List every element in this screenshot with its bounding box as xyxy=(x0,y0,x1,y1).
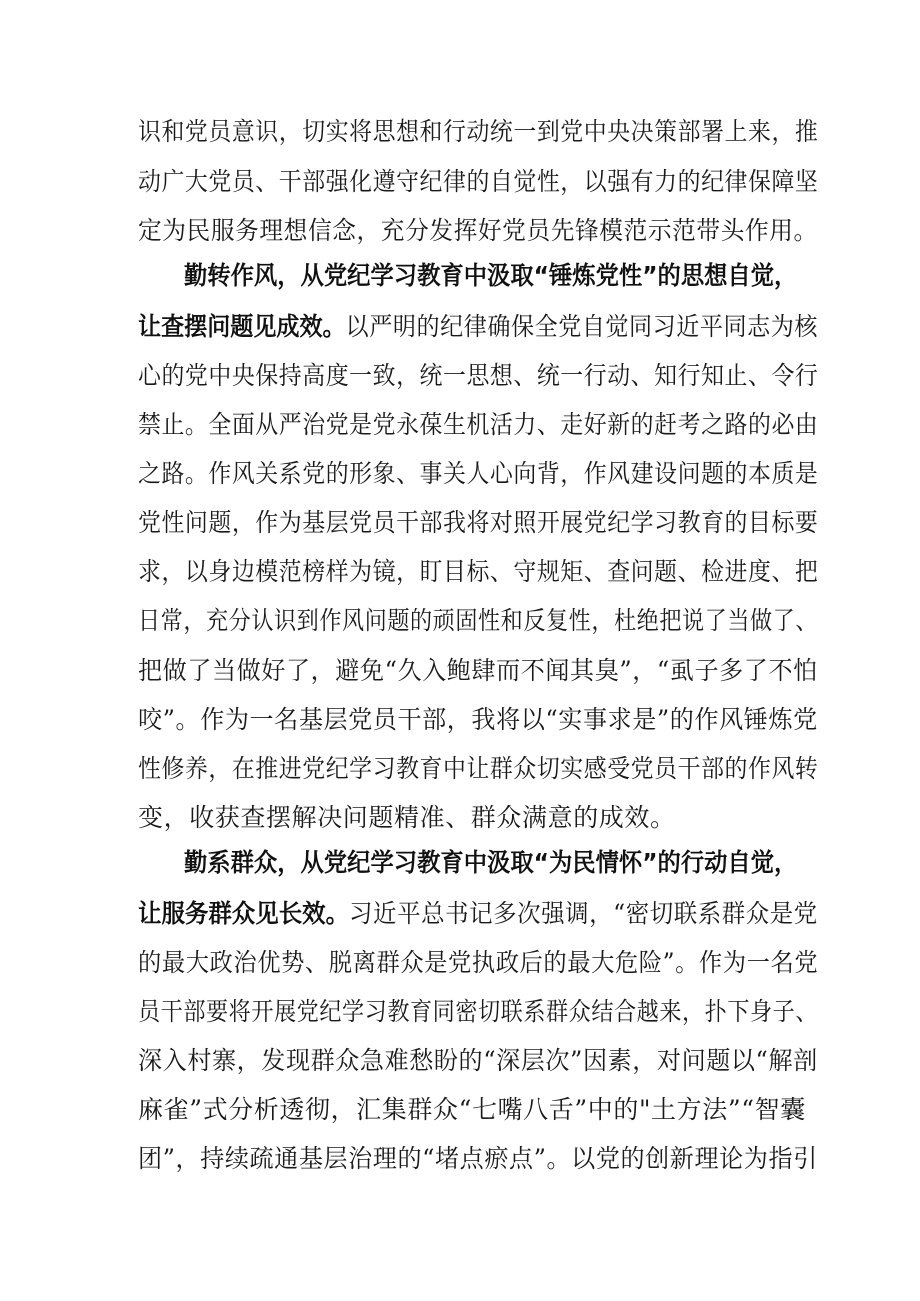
body-text-line: 性修养，在推进党纪学习教育中让群众切实感受党员干部的作风转 xyxy=(138,754,819,783)
body-text-span: 习近平总书记多次强调，“密切联系群众是党 xyxy=(349,899,818,928)
body-text-line xyxy=(138,894,818,934)
body-text-line: 深入村寨，发现群众急难愁盼的“深层次”因素，对问题以“解剖 xyxy=(138,1046,818,1075)
section-heading-tail: 让服务群众见长效。 xyxy=(138,899,350,928)
body-text-line: 求，以身边模范榜样为镜，盯目标、守规矩、查问题、检进度、把 xyxy=(138,557,819,586)
body-text-line: 识和党员意识，切实将思想和行动统一到党中央决策部署上来，推 xyxy=(138,117,819,146)
body-text-span: 以严明的纪律确保全党自觉同习近平同志为核 xyxy=(345,312,819,341)
body-text-line: 把做了当做好了，避免“久入鲍肆而不闻其臭”，“虱子多了不怕 xyxy=(138,656,818,685)
body-text-line: 日常，充分认识到作风问题的顽固性和反复性，杜绝把说了当做了、 xyxy=(138,606,819,635)
body-text-line: 定为民服务理想信念，充分发挥好党员先锋模范示范带头作用。 xyxy=(138,216,818,245)
body-text-line: 变，收获查摆解决问题精准、群众满意的成效。 xyxy=(138,803,676,832)
body-text-line: 的最大政治优势、脱离群众是党执政后的最大危险”。作为一名党 xyxy=(138,948,819,977)
body-text-line: 麻雀”式分析透彻，汇集群众“七嘴八舌”中的"土方法”“智囊 xyxy=(138,1095,806,1124)
body-text-line: 心的党中央保持高度一致，统一思想、统一行动、知行知止、令行 xyxy=(138,361,819,390)
section-heading: 勤系群众，从党纪学习教育中汲取“为民情怀”的行动自觉， xyxy=(184,848,798,877)
body-text-line: 动广大党员、干部强化遵守纪律的自觉性，以强有力的纪律保障坚 xyxy=(138,167,819,196)
body-text-line: 之路。作风关系党的形象、事关人心向背，作风建设问题的本质是 xyxy=(138,459,819,488)
body-text-line: 团”，持续疏通基层治理的“堵点瘀点”。以党的创新理论为指引 xyxy=(138,1144,818,1173)
body-text-line: 员干部要将开展党纪学习教育同密切联系群众结合越来，扑下身子、 xyxy=(138,997,819,1026)
section-heading: 勤转作风，从党纪学习教育中汲取“锤炼党性”的思想自觉， xyxy=(184,261,798,290)
body-text-line: 禁止。全面从严治党是党永葆生机活力、走好新的赶考之路的必由 xyxy=(138,410,819,439)
body-text-line: 咬”。作为一名基层党员干部，我将以“实事求是”的作风锤炼党 xyxy=(138,705,818,734)
section-heading-tail: 让查摆问题见成效。 xyxy=(138,312,346,341)
body-text-line: 党性问题，作为基层党员干部我将对照开展党纪学习教育的目标要 xyxy=(138,508,819,537)
body-text-line xyxy=(138,307,819,347)
